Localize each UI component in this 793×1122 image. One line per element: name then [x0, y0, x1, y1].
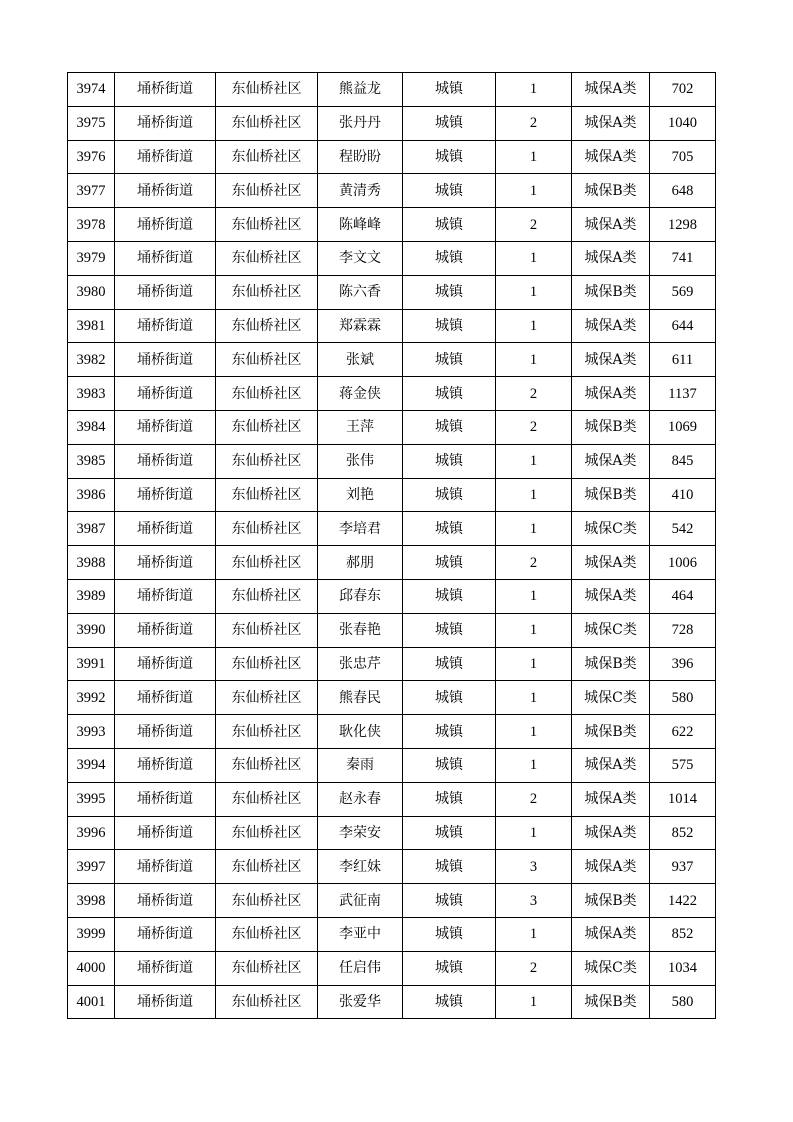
- row-number: 3975: [68, 106, 115, 140]
- row-number: 4001: [68, 985, 115, 1019]
- household-size-cell: 2: [496, 782, 572, 816]
- category-cell: 城保A类: [572, 106, 650, 140]
- street-cell: 埇桥街道: [115, 782, 216, 816]
- row-number: 3981: [68, 309, 115, 343]
- table-row: [68, 647, 716, 681]
- community-cell: 东仙桥社区: [216, 850, 318, 884]
- category-cell: 城保C类: [572, 613, 650, 647]
- name-cell: 郝朋: [318, 546, 403, 580]
- household-size-cell: 1: [496, 174, 572, 208]
- row-number: 3988: [68, 546, 115, 580]
- table-row: [68, 444, 716, 478]
- street-cell: 埇桥街道: [115, 613, 216, 647]
- community-cell: 东仙桥社区: [216, 985, 318, 1019]
- name-cell: 张忠芹: [318, 647, 403, 681]
- table-row: [68, 106, 716, 140]
- household-size-cell: 1: [496, 140, 572, 174]
- amount-cell: 464: [650, 579, 716, 613]
- area-type-cell: 城镇: [403, 782, 496, 816]
- household-size-cell: 1: [496, 444, 572, 478]
- category-cell: 城保B类: [572, 478, 650, 512]
- row-number: 3992: [68, 681, 115, 715]
- row-number: 3977: [68, 174, 115, 208]
- table-row: [68, 174, 716, 208]
- name-cell: 李荣安: [318, 816, 403, 850]
- street-cell: 埇桥街道: [115, 647, 216, 681]
- row-number: 3985: [68, 444, 115, 478]
- household-size-cell: 1: [496, 647, 572, 681]
- name-cell: 任启伟: [318, 951, 403, 985]
- row-number: 3996: [68, 816, 115, 850]
- community-cell: 东仙桥社区: [216, 275, 318, 309]
- community-cell: 东仙桥社区: [216, 951, 318, 985]
- household-size-cell: 2: [496, 546, 572, 580]
- row-number: 3993: [68, 715, 115, 749]
- amount-cell: 845: [650, 444, 716, 478]
- street-cell: 埇桥街道: [115, 106, 216, 140]
- community-cell: 东仙桥社区: [216, 377, 318, 411]
- name-cell: 赵永春: [318, 782, 403, 816]
- area-type-cell: 城镇: [403, 208, 496, 242]
- name-cell: 陈六香: [318, 275, 403, 309]
- area-type-cell: 城镇: [403, 613, 496, 647]
- area-type-cell: 城镇: [403, 343, 496, 377]
- household-size-cell: 1: [496, 681, 572, 715]
- category-cell: 城保A类: [572, 444, 650, 478]
- amount-cell: 705: [650, 140, 716, 174]
- street-cell: 埇桥街道: [115, 715, 216, 749]
- street-cell: 埇桥街道: [115, 73, 216, 107]
- name-cell: 熊益龙: [318, 73, 403, 107]
- community-cell: 东仙桥社区: [216, 444, 318, 478]
- area-type-cell: 城镇: [403, 546, 496, 580]
- category-cell: 城保B类: [572, 410, 650, 444]
- household-size-cell: 1: [496, 478, 572, 512]
- community-cell: 东仙桥社区: [216, 73, 318, 107]
- street-cell: 埇桥街道: [115, 917, 216, 951]
- amount-cell: 622: [650, 715, 716, 749]
- name-cell: 张爱华: [318, 985, 403, 1019]
- community-cell: 东仙桥社区: [216, 579, 318, 613]
- street-cell: 埇桥街道: [115, 208, 216, 242]
- amount-cell: 1040: [650, 106, 716, 140]
- street-cell: 埇桥街道: [115, 884, 216, 918]
- amount-cell: 580: [650, 985, 716, 1019]
- table-row: [68, 410, 716, 444]
- row-number: 3986: [68, 478, 115, 512]
- category-cell: 城保A类: [572, 579, 650, 613]
- area-type-cell: 城镇: [403, 73, 496, 107]
- amount-cell: 644: [650, 309, 716, 343]
- amount-cell: 648: [650, 174, 716, 208]
- category-cell: 城保A类: [572, 377, 650, 411]
- name-cell: 蒋金侠: [318, 377, 403, 411]
- name-cell: 陈峰峰: [318, 208, 403, 242]
- category-cell: 城保A类: [572, 748, 650, 782]
- name-cell: 熊春民: [318, 681, 403, 715]
- amount-cell: 611: [650, 343, 716, 377]
- category-cell: 城保A类: [572, 546, 650, 580]
- household-size-cell: 1: [496, 343, 572, 377]
- household-size-cell: 1: [496, 309, 572, 343]
- category-cell: 城保A类: [572, 782, 650, 816]
- category-cell: 城保B类: [572, 884, 650, 918]
- street-cell: 埇桥街道: [115, 985, 216, 1019]
- category-cell: 城保C类: [572, 512, 650, 546]
- community-cell: 东仙桥社区: [216, 512, 318, 546]
- household-size-cell: 1: [496, 917, 572, 951]
- household-size-cell: 2: [496, 377, 572, 411]
- amount-cell: 575: [650, 748, 716, 782]
- table-row: [68, 309, 716, 343]
- table-row: [68, 208, 716, 242]
- street-cell: 埇桥街道: [115, 241, 216, 275]
- table-row: [68, 782, 716, 816]
- household-size-cell: 1: [496, 715, 572, 749]
- amount-cell: 1006: [650, 546, 716, 580]
- street-cell: 埇桥街道: [115, 140, 216, 174]
- amount-cell: 396: [650, 647, 716, 681]
- category-cell: 城保C类: [572, 681, 650, 715]
- street-cell: 埇桥街道: [115, 951, 216, 985]
- community-cell: 东仙桥社区: [216, 106, 318, 140]
- name-cell: 耿化侠: [318, 715, 403, 749]
- community-cell: 东仙桥社区: [216, 410, 318, 444]
- area-type-cell: 城镇: [403, 579, 496, 613]
- name-cell: 王萍: [318, 410, 403, 444]
- row-number: 3987: [68, 512, 115, 546]
- household-size-cell: 1: [496, 275, 572, 309]
- name-cell: 李培君: [318, 512, 403, 546]
- area-type-cell: 城镇: [403, 410, 496, 444]
- amount-cell: 852: [650, 917, 716, 951]
- street-cell: 埇桥街道: [115, 748, 216, 782]
- row-number: 4000: [68, 951, 115, 985]
- amount-cell: 1298: [650, 208, 716, 242]
- street-cell: 埇桥街道: [115, 410, 216, 444]
- area-type-cell: 城镇: [403, 174, 496, 208]
- table-row: [68, 613, 716, 647]
- name-cell: 邱春东: [318, 579, 403, 613]
- table-row: [68, 377, 716, 411]
- amount-cell: 1422: [650, 884, 716, 918]
- community-cell: 东仙桥社区: [216, 782, 318, 816]
- area-type-cell: 城镇: [403, 309, 496, 343]
- category-cell: 城保A类: [572, 73, 650, 107]
- area-type-cell: 城镇: [403, 748, 496, 782]
- household-size-cell: 1: [496, 73, 572, 107]
- area-type-cell: 城镇: [403, 985, 496, 1019]
- household-size-cell: 1: [496, 579, 572, 613]
- community-cell: 东仙桥社区: [216, 241, 318, 275]
- community-cell: 东仙桥社区: [216, 140, 318, 174]
- area-type-cell: 城镇: [403, 884, 496, 918]
- category-cell: 城保A类: [572, 241, 650, 275]
- row-number: 3980: [68, 275, 115, 309]
- household-size-cell: 2: [496, 208, 572, 242]
- area-type-cell: 城镇: [403, 681, 496, 715]
- roster-body: [68, 73, 716, 1019]
- category-cell: 城保A类: [572, 208, 650, 242]
- street-cell: 埇桥街道: [115, 546, 216, 580]
- name-cell: 张斌: [318, 343, 403, 377]
- category-cell: 城保B类: [572, 275, 650, 309]
- category-cell: 城保A类: [572, 917, 650, 951]
- amount-cell: 569: [650, 275, 716, 309]
- category-cell: 城保B类: [572, 715, 650, 749]
- community-cell: 东仙桥社区: [216, 748, 318, 782]
- street-cell: 埇桥街道: [115, 174, 216, 208]
- area-type-cell: 城镇: [403, 816, 496, 850]
- household-size-cell: 1: [496, 512, 572, 546]
- community-cell: 东仙桥社区: [216, 208, 318, 242]
- street-cell: 埇桥街道: [115, 309, 216, 343]
- table-row: [68, 241, 716, 275]
- table-row: [68, 884, 716, 918]
- table-row: [68, 73, 716, 107]
- street-cell: 埇桥街道: [115, 816, 216, 850]
- street-cell: 埇桥街道: [115, 579, 216, 613]
- area-type-cell: 城镇: [403, 647, 496, 681]
- community-cell: 东仙桥社区: [216, 343, 318, 377]
- row-number: 3976: [68, 140, 115, 174]
- amount-cell: 1137: [650, 377, 716, 411]
- category-cell: 城保A类: [572, 816, 650, 850]
- amount-cell: 1069: [650, 410, 716, 444]
- row-number: 3994: [68, 748, 115, 782]
- category-cell: 城保C类: [572, 951, 650, 985]
- row-number: 3995: [68, 782, 115, 816]
- category-cell: 城保A类: [572, 850, 650, 884]
- name-cell: 刘艳: [318, 478, 403, 512]
- amount-cell: 852: [650, 816, 716, 850]
- area-type-cell: 城镇: [403, 444, 496, 478]
- name-cell: 李红妹: [318, 850, 403, 884]
- street-cell: 埇桥街道: [115, 444, 216, 478]
- name-cell: 程盼盼: [318, 140, 403, 174]
- table-row: [68, 681, 716, 715]
- community-cell: 东仙桥社区: [216, 546, 318, 580]
- category-cell: 城保A类: [572, 343, 650, 377]
- table-row: [68, 985, 716, 1019]
- category-cell: 城保B类: [572, 174, 650, 208]
- area-type-cell: 城镇: [403, 275, 496, 309]
- table-row: [68, 512, 716, 546]
- row-number: 3979: [68, 241, 115, 275]
- category-cell: 城保A类: [572, 309, 650, 343]
- amount-cell: 542: [650, 512, 716, 546]
- table-row: [68, 816, 716, 850]
- amount-cell: 741: [650, 241, 716, 275]
- name-cell: 黄清秀: [318, 174, 403, 208]
- area-type-cell: 城镇: [403, 106, 496, 140]
- area-type-cell: 城镇: [403, 715, 496, 749]
- amount-cell: 580: [650, 681, 716, 715]
- community-cell: 东仙桥社区: [216, 681, 318, 715]
- area-type-cell: 城镇: [403, 377, 496, 411]
- street-cell: 埇桥街道: [115, 377, 216, 411]
- name-cell: 秦雨: [318, 748, 403, 782]
- row-number: 3974: [68, 73, 115, 107]
- street-cell: 埇桥街道: [115, 850, 216, 884]
- area-type-cell: 城镇: [403, 951, 496, 985]
- table-row: [68, 951, 716, 985]
- table-row: [68, 343, 716, 377]
- street-cell: 埇桥街道: [115, 275, 216, 309]
- amount-cell: 1014: [650, 782, 716, 816]
- amount-cell: 1034: [650, 951, 716, 985]
- household-size-cell: 1: [496, 816, 572, 850]
- street-cell: 埇桥街道: [115, 343, 216, 377]
- household-size-cell: 3: [496, 884, 572, 918]
- household-size-cell: 2: [496, 106, 572, 140]
- table-row: [68, 917, 716, 951]
- row-number: 3982: [68, 343, 115, 377]
- table-row: [68, 850, 716, 884]
- community-cell: 东仙桥社区: [216, 884, 318, 918]
- table-row: [68, 275, 716, 309]
- table-row: [68, 748, 716, 782]
- category-cell: 城保A类: [572, 140, 650, 174]
- name-cell: 李文文: [318, 241, 403, 275]
- community-cell: 东仙桥社区: [216, 816, 318, 850]
- area-type-cell: 城镇: [403, 850, 496, 884]
- community-cell: 东仙桥社区: [216, 613, 318, 647]
- community-cell: 东仙桥社区: [216, 309, 318, 343]
- area-type-cell: 城镇: [403, 478, 496, 512]
- area-type-cell: 城镇: [403, 140, 496, 174]
- household-size-cell: 1: [496, 985, 572, 1019]
- street-cell: 埇桥街道: [115, 478, 216, 512]
- community-cell: 东仙桥社区: [216, 174, 318, 208]
- name-cell: 张春艳: [318, 613, 403, 647]
- name-cell: 武征南: [318, 884, 403, 918]
- street-cell: 埇桥街道: [115, 512, 216, 546]
- name-cell: 郑霖霖: [318, 309, 403, 343]
- area-type-cell: 城镇: [403, 241, 496, 275]
- row-number: 3983: [68, 377, 115, 411]
- area-type-cell: 城镇: [403, 917, 496, 951]
- category-cell: 城保B类: [572, 985, 650, 1019]
- row-number: 3989: [68, 579, 115, 613]
- amount-cell: 410: [650, 478, 716, 512]
- row-number: 3991: [68, 647, 115, 681]
- community-cell: 东仙桥社区: [216, 917, 318, 951]
- household-size-cell: 2: [496, 951, 572, 985]
- table-row: [68, 579, 716, 613]
- name-cell: 张丹丹: [318, 106, 403, 140]
- household-size-cell: 1: [496, 748, 572, 782]
- row-number: 3990: [68, 613, 115, 647]
- name-cell: 李亚中: [318, 917, 403, 951]
- category-cell: 城保B类: [572, 647, 650, 681]
- table-row: [68, 546, 716, 580]
- row-number: 3998: [68, 884, 115, 918]
- name-cell: 张伟: [318, 444, 403, 478]
- area-type-cell: 城镇: [403, 512, 496, 546]
- amount-cell: 728: [650, 613, 716, 647]
- table-row: [68, 140, 716, 174]
- household-size-cell: 3: [496, 850, 572, 884]
- community-cell: 东仙桥社区: [216, 478, 318, 512]
- row-number: 3984: [68, 410, 115, 444]
- street-cell: 埇桥街道: [115, 681, 216, 715]
- amount-cell: 937: [650, 850, 716, 884]
- amount-cell: 702: [650, 73, 716, 107]
- row-number: 3999: [68, 917, 115, 951]
- community-cell: 东仙桥社区: [216, 647, 318, 681]
- row-number: 3997: [68, 850, 115, 884]
- roster-table: [67, 72, 716, 1019]
- community-cell: 东仙桥社区: [216, 715, 318, 749]
- table-row: [68, 478, 716, 512]
- row-number: 3978: [68, 208, 115, 242]
- household-size-cell: 2: [496, 410, 572, 444]
- household-size-cell: 1: [496, 241, 572, 275]
- table-row: [68, 715, 716, 749]
- household-size-cell: 1: [496, 613, 572, 647]
